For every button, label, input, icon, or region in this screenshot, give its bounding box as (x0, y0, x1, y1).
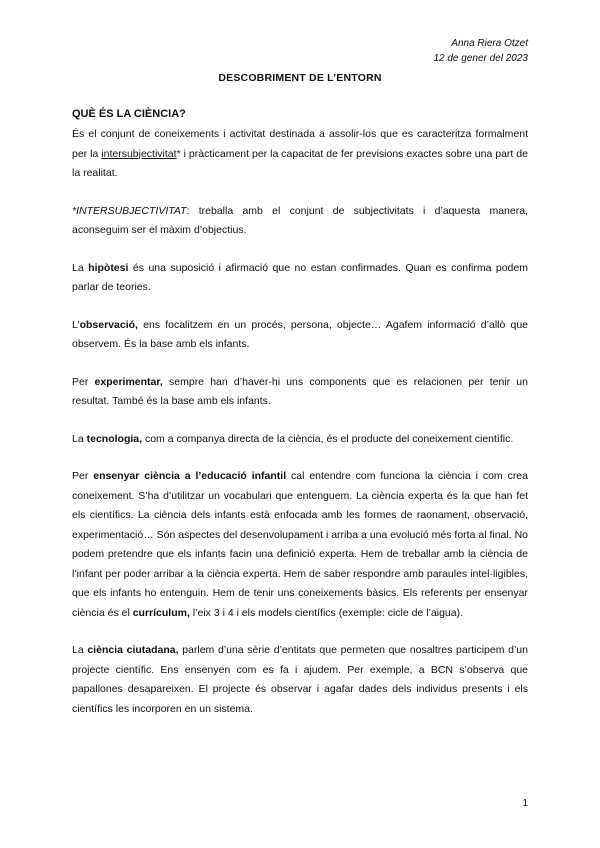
text-run: és una suposició i afirmació que no estan confirmades. Quan es confirma podem parlar de teories. (72, 261, 528, 293)
document-title: DESCOBRIMENT DE L’ENTORN (218, 72, 382, 84)
text-run: com a companya directa de la ciència, és el producte del coneixement científic. (142, 432, 514, 445)
text-run: És el conjunt de coneixements i activitat destinada a assolir-los que es caracteritza formalment per la (72, 128, 528, 160)
term-tecnologia: tecnologia, (86, 432, 143, 445)
text-run: sempre han d’haver-hi uns components que es relacionen per tenir un resultat. També és la base amb els infants. (72, 375, 528, 407)
term-note: *INTERSUBJECTIVITAT (72, 204, 187, 217)
text-run: La (72, 432, 87, 445)
paragraph-hipotesi (72, 259, 528, 298)
paragraph-intersubjectivitat-note (72, 202, 528, 241)
document-body (72, 106, 528, 737)
text-run: L’ (72, 318, 80, 331)
paragraph-observacio (72, 316, 528, 355)
header-meta (433, 36, 528, 66)
author-name: Anna Riera Otzet (451, 38, 528, 49)
page-number: 1 (522, 798, 528, 809)
text-run: l’eix 3 i 4 i els models científics (exemple: cicle de l’aigua). (189, 606, 464, 619)
paragraph-tecnologia (72, 430, 528, 450)
text-run: parlem d’una sèrie d’entitats que permeten que nosaltres participem d’un projecte científic. Ens ensenyen com es fa i ajudem. Per exemple, a BCN s’observa que papallones desapareixen. El projecte és observar i agafar dades dels individus presents i els científics les incorporen en un sistema. (72, 644, 528, 715)
term-observacio: observació, (79, 318, 138, 331)
section-heading: QUÈ ÉS LA CIÈNCIA? (72, 108, 186, 120)
text-run: Per (72, 470, 94, 482)
paragraph-experimentar (72, 373, 528, 412)
text-run: La (72, 261, 89, 274)
term-hipotesi: hipòtesi (88, 261, 129, 274)
term-intersubjectivitat: intersubjectivitat (101, 147, 177, 160)
text-run: Per (72, 375, 95, 388)
term-ciencia-ciutadana: ciència ciutadana, (87, 644, 179, 656)
paragraph-definition (72, 125, 528, 184)
term-experimentar: experimentar, (94, 375, 163, 388)
paragraph-ciencia-ciutadana (72, 641, 528, 719)
term-ensenyar-ciencia: ensenyar ciència a l’educació infantil (93, 470, 287, 482)
text-run: * i pràcticament per la capacitat de fer previsions exactes sobre una part de la realitat. (72, 147, 528, 179)
document-date: 12 de gener del 2023 (433, 53, 528, 64)
term-curriculum: currículum, (132, 606, 190, 619)
text-run: ens focalitzem en un procés, persona, objecte… Agafem informació d’allò que observem. És la base amb els infants. (72, 318, 528, 350)
text-run: : treballa amb el conjunt de subjectivitats i d’aquesta manera, aconseguim ser el màxim d’objectius. (72, 204, 528, 236)
text-run: La (72, 644, 88, 656)
text-run: cal entendre com funciona la ciència i com crea coneixement. S’ha d’utilitzar un vocabulari que entenguem. La ciència experta és la que han fet els científics. La ciència dels infants està enfocada amb les formes de raonament, observació, experimentació… Són aspectes del desenvolupament i arriba a una evolució més forta al final. No podem pretendre que els infants facin una definició experta. Hem de treballar amb la ciència de l’infant per poder arribar a la ciència experta. Hem de saber respondre amb paraules intel·ligibles, que els infants ho entenguin. Hem de tenir uns coneixements bàsics. Els referents per ensenyar ciència és el (72, 470, 528, 619)
paragraph-ensenyar-ciencia (72, 467, 528, 623)
